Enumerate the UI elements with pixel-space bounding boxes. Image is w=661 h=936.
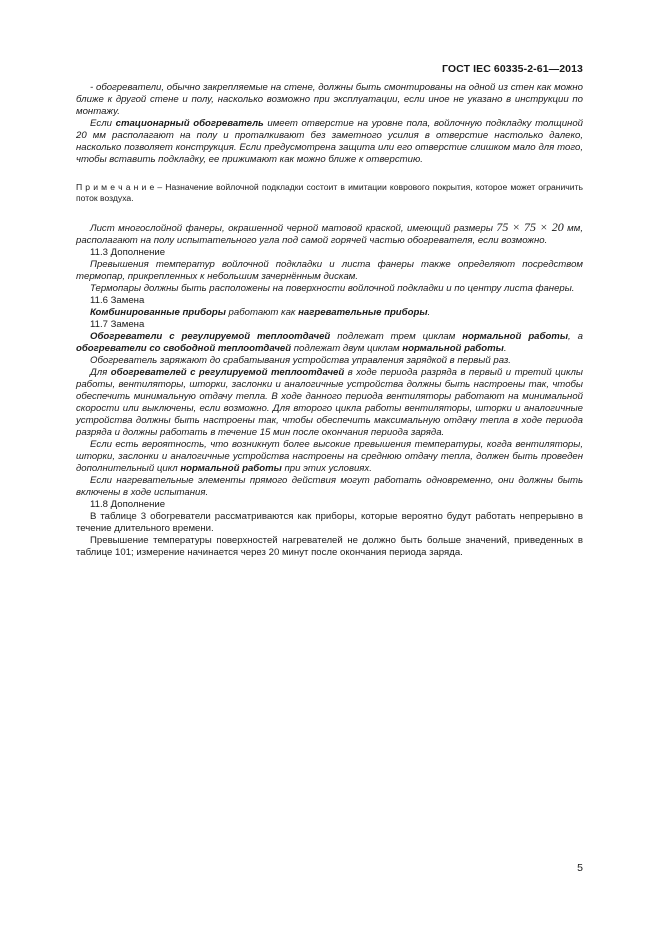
text: Если есть вероятность, что возникнут более высокие превышения температуры, когда вентиляторы, шторки, заслонки и аналогичные устройства настроены на среднюю отдачу тепла, должен быть проведен дополнительный цикл (76, 439, 583, 474)
paragraph-thermocouples-position: Термопары должны быть расположены на поверхности войлочной подкладки и по центру листа фанеры. (90, 283, 575, 294)
paragraph-wall-heaters: - обогреватели, обычно закрепляемые на стене, должны быть смонтированы на одной из стен как можно ближе к другой стене и полу, насколько возможно при эксплуатации, если иное не указано в инструкции по монтажу. (76, 82, 583, 117)
paragraph-stationary-heater (76, 118, 583, 166)
text: . (503, 343, 507, 354)
term-normal-operation: нормальной работы (402, 343, 504, 354)
paragraph-cycles (76, 331, 583, 355)
paragraph-table-101: Превышение температуры поверхностей нагревателей не должно быть больше значений, приведенных в таблице 101; измерение начинается через 20 минут после окончания периода заряда. (76, 535, 583, 558)
term-free-heaters: обогреватели со свободной теплоотдачей (76, 343, 292, 354)
text: Для (90, 367, 111, 378)
text: подлежат трем циклам (330, 331, 463, 342)
term-controlled-heaters: обогревателей с регулируемой теплоотдачей (110, 367, 345, 378)
text: при этих условиях. (281, 463, 372, 474)
paragraph-combined-appliances (76, 307, 583, 319)
text: имеет отверстие на уровне пола, войлочную подкладку толщиной 20 мм располагают на полу и проталкивают без заметного усилия в отверстие настолько далеко, насколько позволяет конструкция. Если предусмотрена защита или его отверстие слишком мало для того, чтобы вставить подкладку, ее прижимают как можно ближе к отверстию. (76, 118, 583, 165)
text: . (427, 307, 431, 318)
term-heating-appliances: нагревательные приборы (298, 307, 428, 318)
section-11-3: 11.3 Дополнение (90, 247, 166, 258)
section-11-7: 11.7 Замена (90, 319, 145, 330)
text: , а (568, 331, 583, 342)
document-header: ГОСТ IEC 60335-2-61—2013 (441, 63, 583, 75)
note (76, 182, 583, 204)
term-stationary-heater: стационарный обогреватель (115, 118, 264, 129)
paragraph-thermocouples-discs: Превышения температур войлочной подкладки и листа фанеры также определяют посредством термопар, прикрепленных к небольшим зачернённым дискам. (76, 259, 583, 282)
text: работают как (225, 307, 299, 318)
paragraph-table-3: В таблице 3 обогреватели рассматриваются как приборы, которые вероятно будут работать непрерывно в течение длительного времени. (76, 511, 583, 534)
paragraph-additional-cycle (76, 439, 583, 475)
text: мм, располагают на полу испытательного угла под самой горячей частью обогревателя, если возможно. (76, 223, 583, 246)
document-body (76, 82, 583, 559)
page-number: 5 (577, 862, 583, 874)
paragraph-charging: Обогреватель заряжают до срабатывания устройства управления зарядкой в первый раз. (90, 355, 511, 366)
paragraph-discharge-period (76, 367, 583, 439)
text: Лист многослойной фанеры, окрашенной черной матовой краской, имеющий размеры (90, 223, 497, 234)
term-controlled-heaters: Обогреватели с регулируемой теплоотдачей (90, 331, 331, 342)
section-11-8: 11.8 Дополнение (90, 499, 166, 510)
text: в ходе периода разряда в первый и третий циклы работы, вентиляторы, шторки, заслонки и аналогичные устройства должны быть настроены так, чтобы обеспечить минимальную отдачу тепла. В ходе данного периода вентиляторы работают на минимальной скорости или выключены, если возможно. Для второго цикла работы вентиляторы, шторки и аналогичные устройства должны быть настроены так, чтобы обеспечить максимальную отдачу тепла в ходе периода разряда и должны работать в течение 15 мин после окончания периода заряда. (76, 367, 583, 438)
text: подлежат двум циклам (291, 343, 403, 354)
note-label: П р и м е ч а н и е (76, 182, 155, 192)
text: Если (90, 118, 116, 129)
term-combined-appliances: Комбинированные приборы (90, 307, 226, 318)
section-11-6: 11.6 Замена (90, 295, 145, 306)
formula-dimensions: 75 × 75 × 20 (496, 220, 564, 234)
paragraph-direct-elements: Если нагревательные элементы прямого действия могут работать одновременно, они должны быть включены в ходе испытания. (76, 475, 583, 498)
note-text: – Назначение войлочной подкладки состоит в имитации коврового покрытия, которое может ограничить поток воздуха. (76, 182, 583, 203)
paragraph-plywood-sheet (76, 221, 583, 247)
term-normal-operation: нормальной работы (180, 463, 282, 474)
term-normal-operation: нормальной работы (462, 331, 569, 342)
